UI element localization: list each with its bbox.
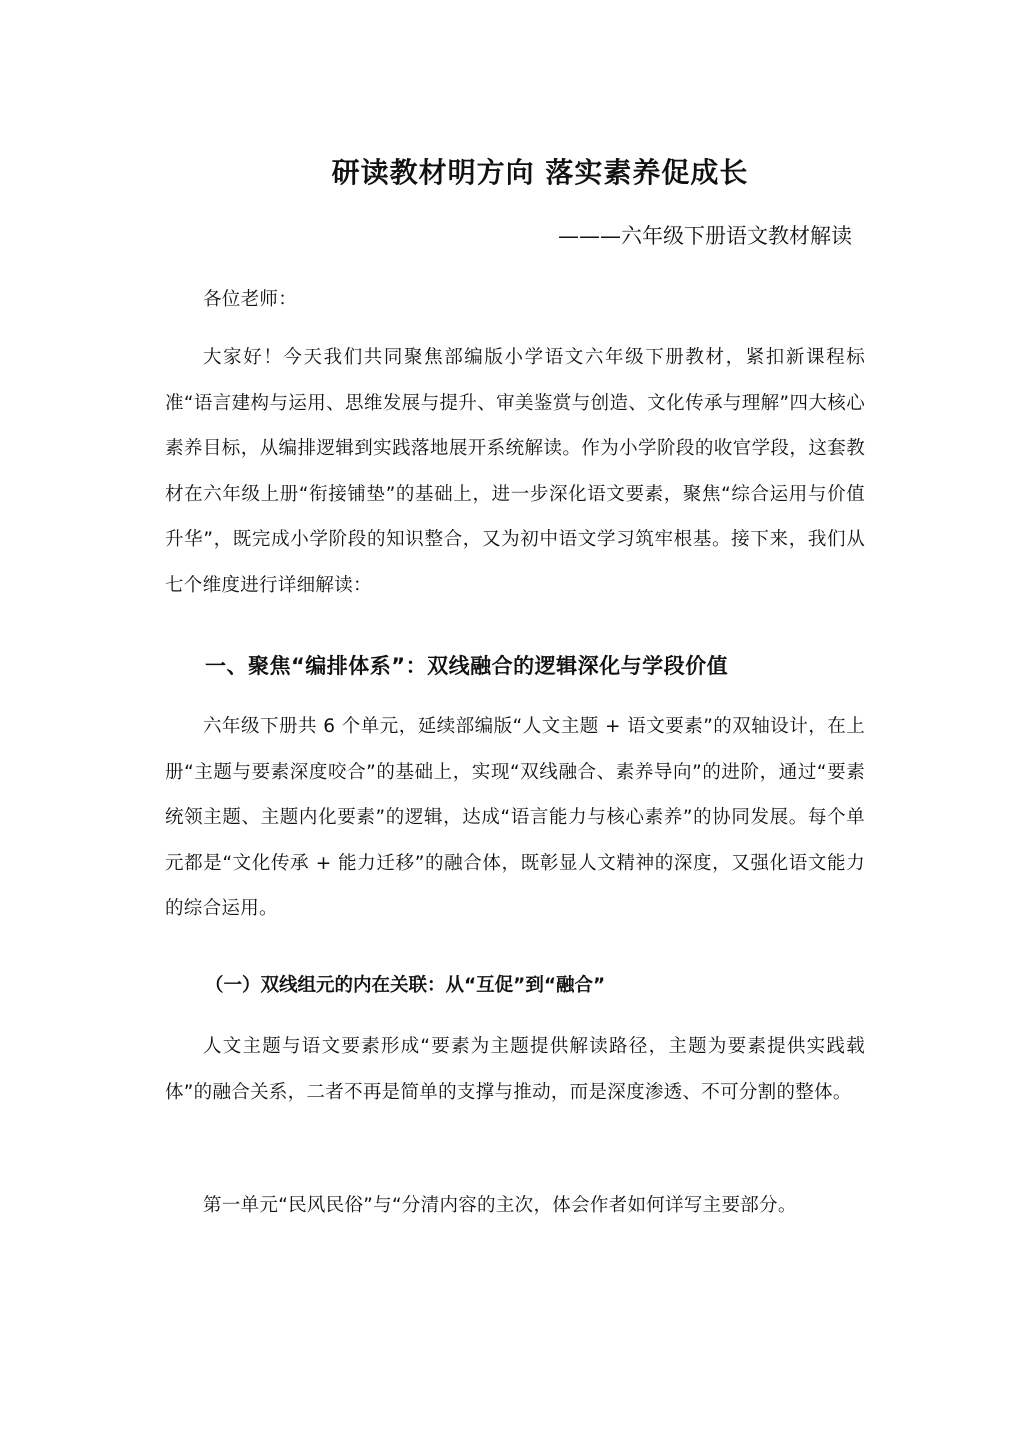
intro-paragraph: 大家好！今天我们共同聚焦部编版小学语文六年级下册教材，紧扣新课程标准“语言建构与运用、思维发展与提升、审美鉴赏与创造、文化传承与理解”四大核心素养目标，从编排逻辑到实践落地展开系统解读。作为小学阶段的收官学段，这套教材在六年级上册“衔接铺垫”的基础上，进一步深化语文要素，聚焦“综合运用与价值升华”，既完成小学阶段的知识整合，又为初中语文学习筑牢根基。接下来，我们从七个维度进行详细解读： — [165, 347, 865, 596]
section-paragraph: 六年级下册共 6 个单元，延续部编版“人文主题 + 语文要素”的双轴设计，在上册“主题与要素深度咬合”的基础上，实现“双线融合、素养导向”的进阶，通过“要素统领主题、主题内化要素”的逻辑，达成“语言能力与核心素养”的协同发展。每个单元都是“文化传承 + 能力迁移”的融合体，既彰显人文精神的深度，又强化语文能力的综合运用。 — [165, 716, 865, 919]
unit-paragraph: 第一单元“民风民俗”与“分清内容的主次，体会作者如何详写主要部分。 — [203, 1195, 797, 1216]
subsection-paragraph: 人文主题与语文要素形成“要素为主题提供解读路径，主题为要素提供实践载体”的融合关系，二者不再是简单的支撑与推动，而是深度渗透、不可分割的整体。 — [165, 1036, 865, 1103]
subsection-heading: （一）双线组元的内在关联：从“互促”到“融合” — [205, 975, 606, 996]
section-heading: 一、聚焦“编排体系”：双线融合的逻辑深化与学段价值 — [205, 654, 729, 678]
salutation: 各位老师： — [203, 289, 298, 310]
document-title: 研读教材明方向 落实素养促成长 — [331, 156, 749, 189]
document-subtitle: ———六年级下册语文教材解读 — [558, 224, 852, 248]
